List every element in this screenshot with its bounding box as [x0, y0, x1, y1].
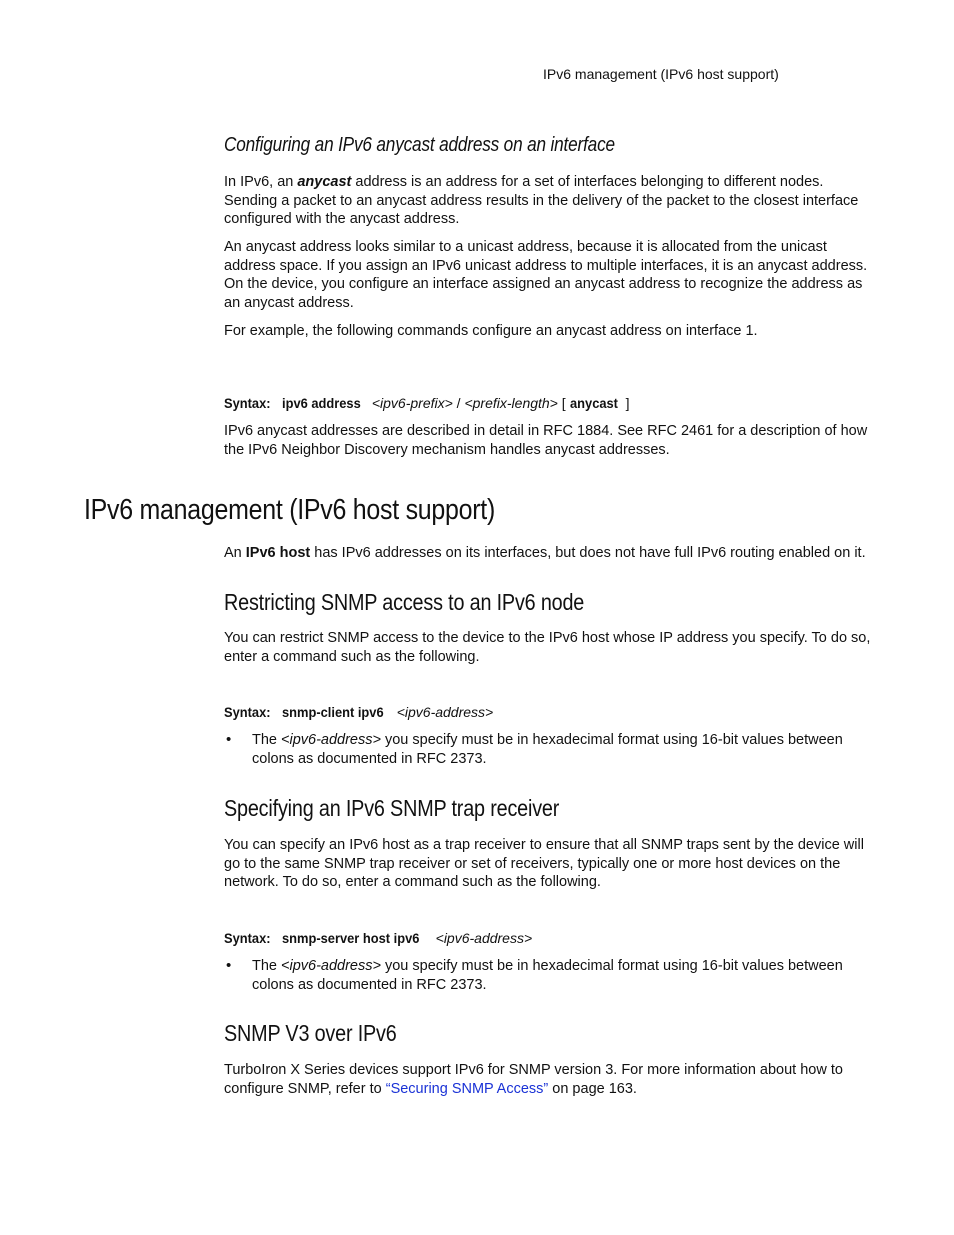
syntax-arg-address: <ipv6-address> — [396, 704, 494, 720]
syntax-arg-prefix-length: <prefix-length> — [464, 395, 558, 411]
syntax-label: Syntax: — [224, 930, 271, 946]
trap-heading: Specifying an IPv6 SNMP trap receiver — [224, 795, 560, 821]
bullet-pre: The — [252, 732, 282, 748]
syntax-separator: / — [452, 395, 465, 411]
syntax-command: ipv6 address — [282, 395, 362, 411]
anycast-syntax — [224, 395, 629, 411]
restrict-paragraph: You can restrict SNMP access to the device to the IPv6 host whose IP address you specify. To do so, enter a command such as the following. — [224, 630, 871, 665]
anycast-p1-post: address is an address for a set of interfaces belonging to different nodes. Sending a packet to an anycast address results in the delivery of the packet to the closest interface configured with the anycast address. — [224, 174, 859, 228]
anycast-p1-pre: In IPv6, an — [224, 174, 298, 190]
syntax-arg-prefix: <ipv6-prefix> — [371, 395, 453, 411]
syntax-bracket-close: ] — [621, 395, 630, 411]
ipv6-host-term: IPv6 host — [245, 545, 311, 561]
trap-bullet — [252, 957, 872, 994]
restrict-syntax — [224, 704, 493, 720]
restrict-bullet — [252, 731, 872, 768]
anycast-term: anycast — [297, 174, 352, 190]
bullet-marker: • — [226, 957, 232, 974]
syntax-command: snmp-server host ipv6 — [282, 930, 420, 946]
bullet-arg: <ipv6-address> — [281, 958, 381, 974]
anycast-paragraph-4: IPv6 anycast addresses are described in detail in RFC 1884. See RFC 2461 for a description of how the IPv6 Neighbor Discovery mechanism handles anycast addresses. — [224, 423, 868, 458]
bullet-arg: <ipv6-address> — [281, 732, 381, 748]
mgmt-intro — [224, 544, 874, 563]
snmpv3-paragraph — [224, 1061, 874, 1098]
anycast-paragraph-1 — [224, 173, 874, 229]
trap-syntax — [224, 930, 532, 946]
bullet-post: you specify must be in hexadecimal format using 16-bit values between colons as documented in RFC 2373. — [252, 958, 843, 993]
bullet-post: you specify must be in hexadecimal format using 16-bit values between colons as documented in RFC 2373. — [252, 732, 843, 767]
syntax-arg-address: <ipv6-address> — [435, 930, 533, 946]
bullet-pre: The — [252, 958, 282, 974]
main-heading: IPv6 management (IPv6 host support) — [84, 494, 496, 526]
syntax-keyword-anycast: anycast — [569, 395, 618, 411]
syntax-command: snmp-client ipv6 — [282, 704, 384, 720]
snmpv3-heading: SNMP V3 over IPv6 — [224, 1020, 397, 1046]
restrict-heading: Restricting SNMP access to an IPv6 node — [224, 589, 585, 615]
syntax-label: Syntax: — [224, 395, 271, 411]
syntax-label: Syntax: — [224, 704, 271, 720]
anycast-section-heading: Configuring an IPv6 anycast address on an interface — [224, 134, 615, 156]
anycast-paragraph-2: An anycast address looks similar to a unicast address, because it is allocated from the unicast address space. If you assign an IPv6 unicast address to multiple interfaces, it is an anycast address. On the device, you configure an interface assigned an anycast address to recognize the address as an anycast address. — [224, 239, 868, 311]
snmpv3-p1-pre: TurboIron X Series devices support IPv6 for SNMP version 3. For more information about how to configure SNMP, refer to — [224, 1062, 843, 1097]
mgmt-intro-post: has IPv6 addresses on its interfaces, but does not have full IPv6 routing enabled on it. — [310, 545, 866, 561]
running-header: IPv6 management (IPv6 host support) — [543, 66, 779, 82]
anycast-paragraph-3: For example, the following commands configure an anycast address on interface 1. — [224, 323, 758, 339]
syntax-bracket-open: [ — [557, 395, 570, 411]
trap-paragraph: You can specify an IPv6 host as a trap receiver to ensure that all SNMP traps sent by the device will go to the same SNMP trap receiver or set of receivers, typically one or more host devices on the network. To do so, enter a command such as the following. — [224, 837, 864, 891]
snmpv3-p1-post: on page 163. — [548, 1080, 637, 1097]
securing-snmp-access-link[interactable]: “Securing SNMP Access” — [385, 1080, 549, 1097]
bullet-marker: • — [226, 731, 232, 748]
mgmt-intro-pre: An — [224, 545, 246, 561]
